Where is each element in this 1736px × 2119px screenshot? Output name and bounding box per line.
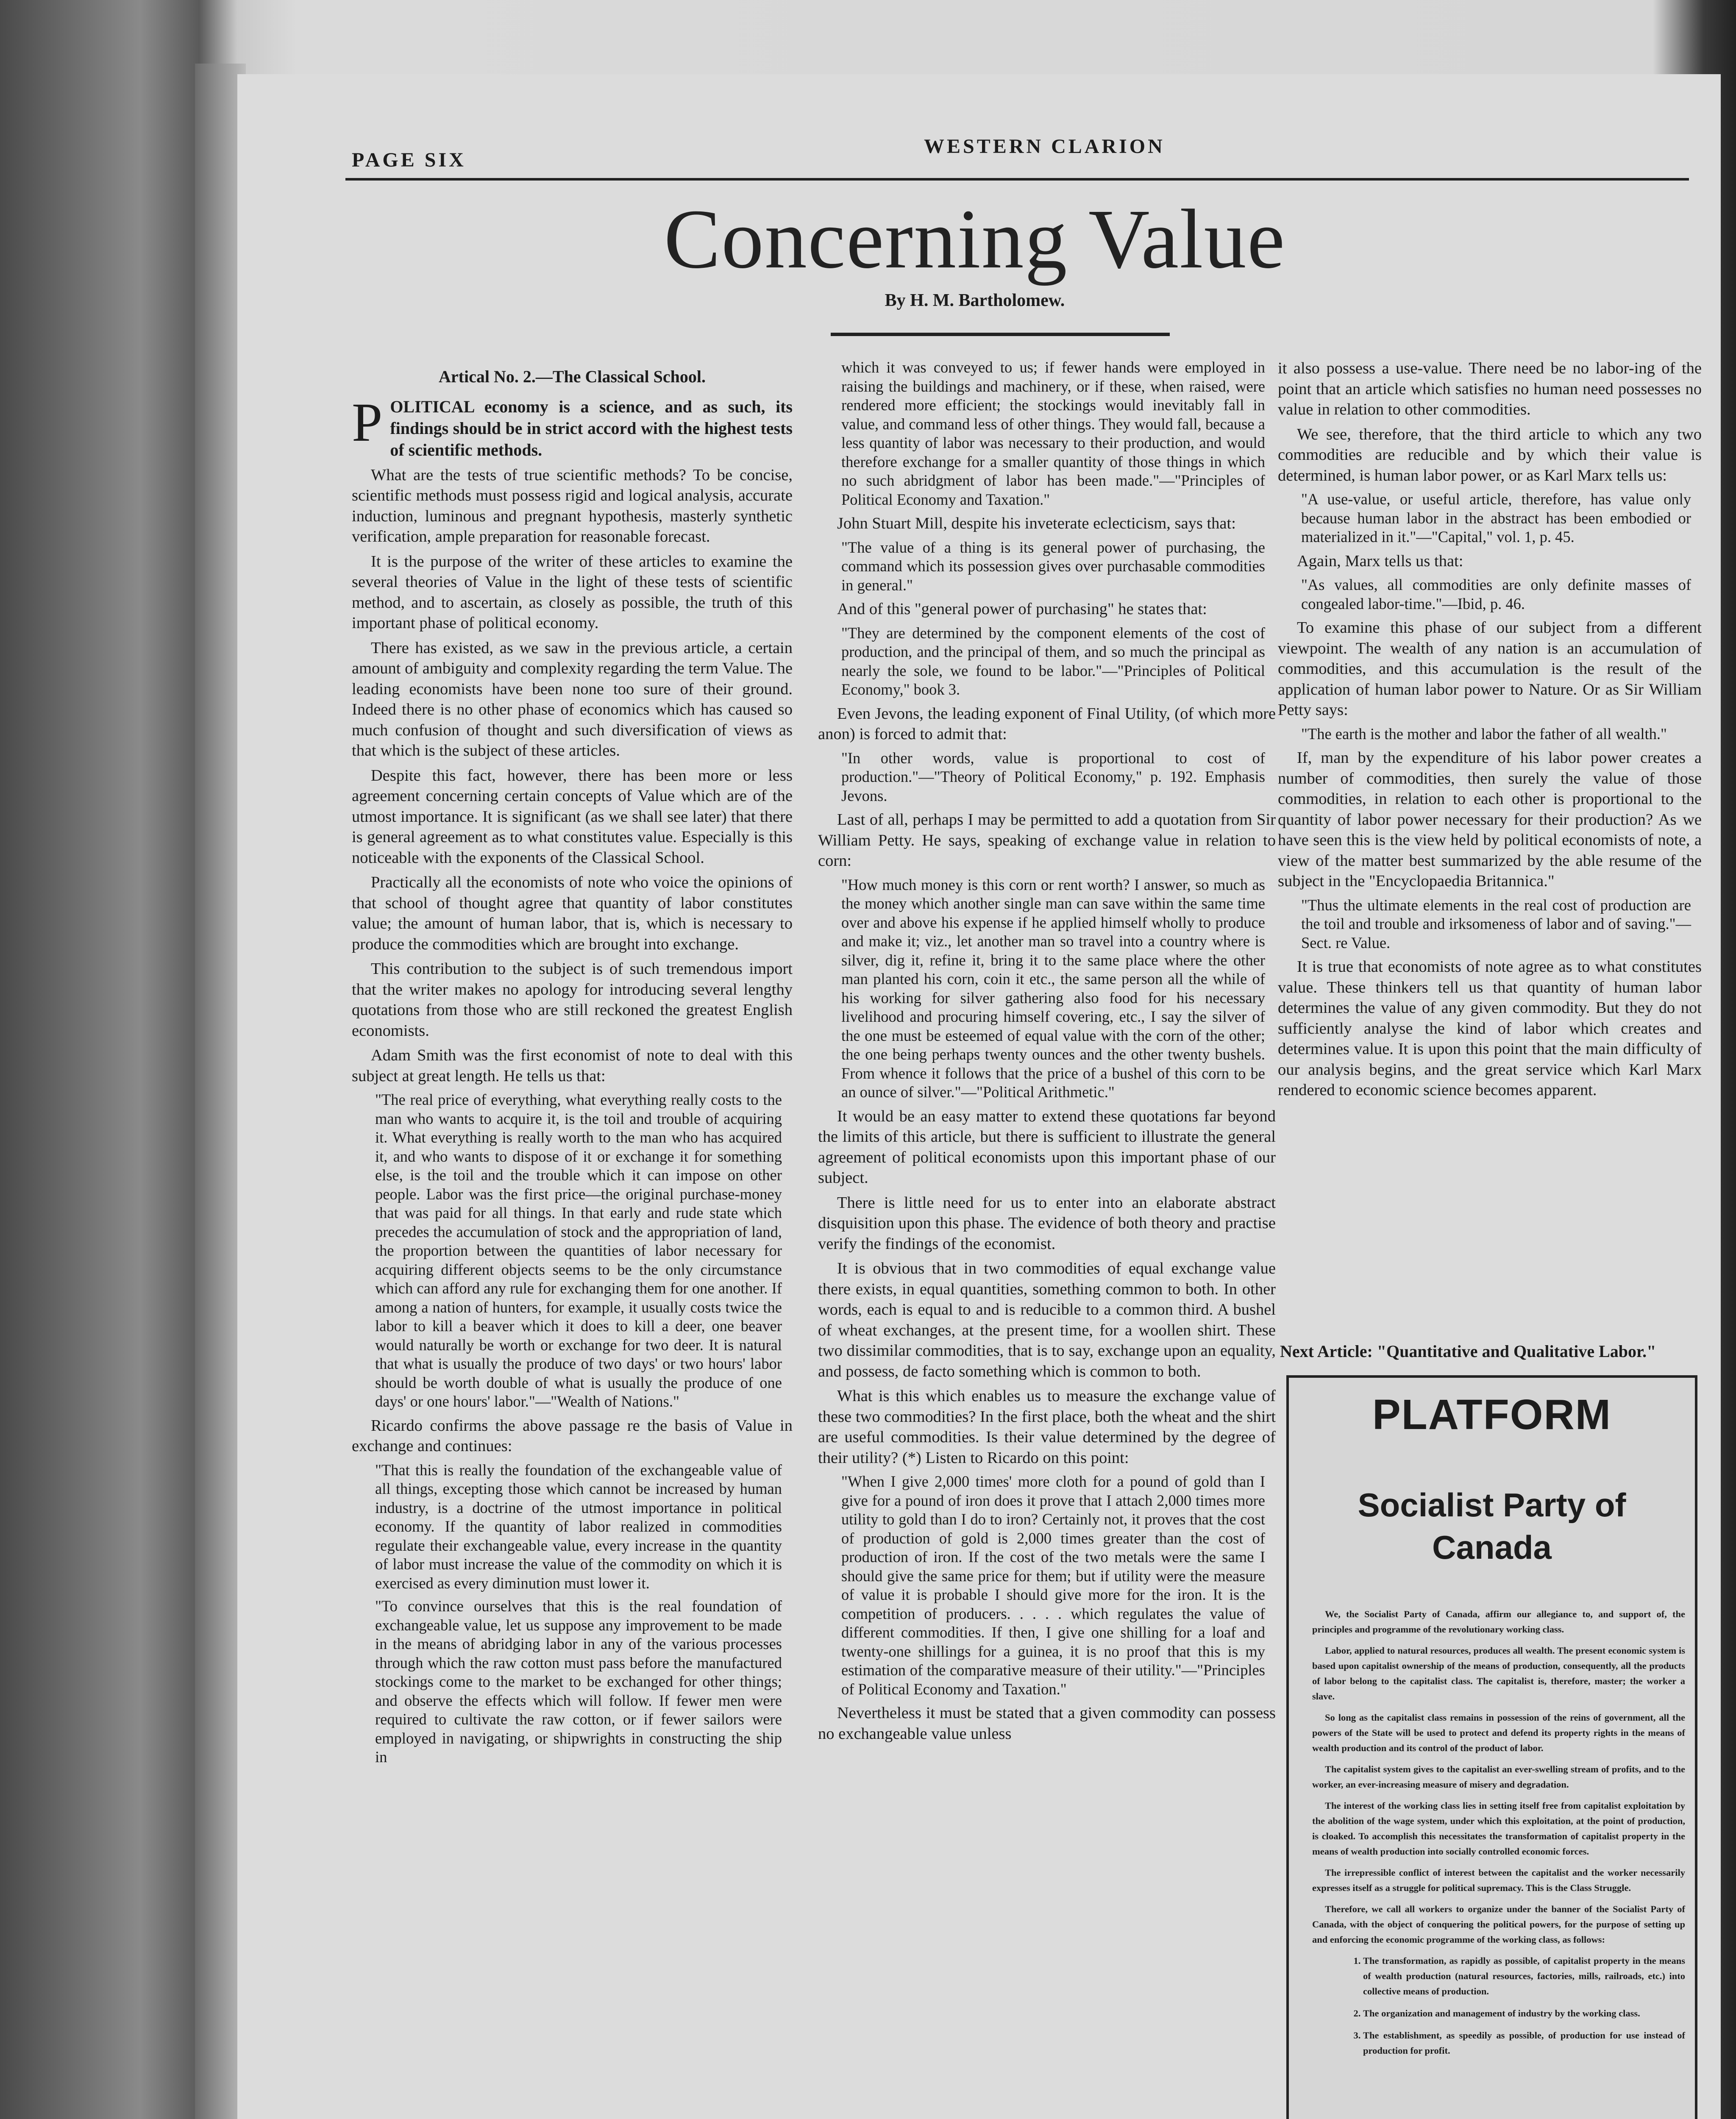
page-label: PAGE SIX bbox=[352, 149, 466, 171]
paragraph: What are the tests of true scientific methods? To be concise, scientific methods must possess rigid and logical analysis, accurate induction, luminous and pregnant hypothesis, masterly synthetic verification, ample preparation for reasonable forecast. bbox=[352, 466, 793, 545]
paragraph: Adam Smith was the first economist of note to deal with this subject at great length. He tells us that: bbox=[352, 1046, 793, 1085]
quotation: "As values, all commodities are only definite masses of congealed labor-time."—Ibid, p. 46. bbox=[1301, 576, 1691, 612]
paragraph: There is little need for us to enter into an elaborate abstract disquisition upon this phase. The evidence of both theory and practise verify the findings of the economist. bbox=[818, 1193, 1276, 1253]
drop-cap: P bbox=[352, 392, 383, 453]
platform-item: 1. The transformation, as rapidly as possible, of capitalist property in the means of wealth production (natural resources, factories, mills, railroads, etc.) into collective means of production. bbox=[1363, 1953, 1685, 1999]
column-1 bbox=[352, 367, 793, 1771]
platform-text bbox=[1312, 1607, 1685, 2065]
paragraph: Practically all the economists of note who voice the opinions of that school of thought agree that quantity of labor constitutes value; the amount of human labor, that is, which is necessary to produce the commodities which are brought into exchange. bbox=[352, 873, 793, 953]
paragraph: We see, therefore, that the third article to which any two commodities are reducible and by which their value is determined, is human labor power, or as Karl Marx tells us: bbox=[1278, 425, 1702, 484]
platform-item: 2. The organization and management of industry by the working class. bbox=[1363, 2006, 1685, 2021]
lead-text: OLITICAL economy is a science, and as such, its findings should be in strict accord with the highest tests of scientific methods. bbox=[390, 397, 793, 459]
next-article-note: Next Article: "Quantitative and Qualitative Labor." bbox=[1280, 1342, 1656, 1361]
platform-paragraph: We, the Socialist Party of Canada, affirm our allegiance to, and support of, the principles and programme of the revolutionary working class. bbox=[1312, 1609, 1685, 1635]
lead-paragraph bbox=[352, 392, 793, 461]
platform-paragraph: Labor, applied to natural resources, produces all wealth. The present economic system is based upon capitalist ownership of the means of production, consequently, all the products of labor belong to the capitalist class. The capitalist is, therefore, master; the worker a slave. bbox=[1312, 1645, 1685, 1702]
paragraph: It is the purpose of the writer of these articles to examine the several theories of Value in the light of these tests of scientific method, and to ascertain, as closely as possible, the truth of this important phase of political economy. bbox=[352, 552, 793, 632]
paragraph: And of this "general power of purchasing" he states that: bbox=[837, 600, 1207, 618]
quotation: "When I give 2,000 times' more cloth for a pound of gold than I give for a pound of iron does it prove that I attach 2,000 times more utility to gold than I do to iron? Certainly not, it proves that the cost of production of gold is 2,000 times greater than the cost of production of iron. If the cost of the two metals were the same I should give the same price for them; but if utility were the measure of value it is probable I should give more for the iron. It is the competition of producers. . . . . which regulates the value of different commodities. If then, I give one shilling for a loaf and twenty-one shillings for a guinea, it is no proof that this is my estimation of the comparative measure of their utility."—"Principles of Political Economy and Taxation." bbox=[841, 1473, 1265, 1698]
paragraph: If, man by the expenditure of his labor power creates a number of commodities, then surely the value of those commodities, in relation to each other is proportional to the quantity of labor power necessary for their production? As we have seen this is the view held by political economists of note, a view of the matter best summarized by the able resume of the subject in the "Encyclopaedia Britannica." bbox=[1278, 749, 1702, 890]
paragraph: Last of all, perhaps I may be permitted to add a quotation from Sir William Petty. He says, speaking of exchange value in relation to corn: bbox=[818, 811, 1276, 870]
column-2 bbox=[818, 358, 1276, 1748]
paragraph: To examine this phase of our subject from a different viewpoint. The wealth of any nation is an accumulation of commodities, and this accumulation is the result of the application of human labor power to Nature. Or as Sir William Petty says: bbox=[1278, 619, 1702, 719]
platform-paragraph: Therefore, we call all workers to organize under the banner of the Socialist Party of Canada, with the object of conquering the political powers, for the purpose of setting up and enforcing the economic programme of the working class, as follows: bbox=[1312, 1904, 1685, 1945]
quotation: "The value of a thing is its general power of purchasing, the command which its possession gives over purchasable commodities in general." bbox=[841, 538, 1265, 594]
header-rule bbox=[345, 178, 1689, 181]
paragraph: What is this which enables us to measure the exchange value of these two commodities? In the first place, both the wheat and the shirt are useful commodities. Is their value determined by the degree of their utility? (*) Listen to Ricardo on this point: bbox=[818, 1387, 1276, 1467]
paragraph: Ricardo confirms the above passage re the basis of Value in exchange and continues: bbox=[352, 1416, 793, 1455]
column-2-body bbox=[818, 358, 1276, 1744]
quotation: "The real price of everything, what everything really costs to the man who wants to acquire it, is the toil and trouble of acquiring it. What everything is really worth to the man who has acquired it, and who wants to dispose of it or exchange it for something else, is the toil and the trouble which it can impose on other people. Labor was the first price—the original purchase-money that was paid for all things. In that early and rude state which precedes the accumulation of stock and the appropriation of land, the proportion between the quantities of labor necessary for acquiring different objects seems to be the only circumstance which can afford any rule for exchanging them for one another. If among a nation of hunters, for example, it usually costs twice the labor to kill a beaver which it does to kill a deer, one beaver would naturally be worth or exchange for two deer. It is natural that what is usually the produce of two days' or two hours' labor should be worth double of what is usually the produce of one days' or one hours' labor."—"Wealth of Nations." bbox=[375, 1091, 782, 1410]
platform-paragraph: The irrepressible conflict of interest between the capitalist and the worker necessarily expresses itself as a struggle for political supremacy. This is the Class Struggle. bbox=[1312, 1867, 1685, 1893]
article-title: Concerning Value bbox=[664, 192, 1286, 286]
platform-subtitle-line2: Canada bbox=[1432, 1529, 1552, 1566]
paragraph: There has existed, as we saw in the previous article, a certain amount of ambiguity and complexity regarding the term Value. The leading economists have been none too sure of their ground. Indeed there is no other phase of economics which has caused so much confusion of thought and such diversification of views as that which is the subject of these articles. bbox=[352, 639, 793, 759]
paragraph: Even Jevons, the leading exponent of Final Utility, (of which more anon) is forced to admit that: bbox=[818, 704, 1276, 743]
platform-paragraph: The capitalist system gives to the capitalist an ever-swelling stream of profits, and to the worker, an ever-increasing measure of misery and degradation. bbox=[1312, 1764, 1685, 1790]
paragraph: It would be an easy matter to extend these quotations far beyond the limits of this article, but there is sufficient to illustrate the general agreement of political economists upon this important phase of our subject. bbox=[818, 1107, 1276, 1187]
platform-subtitle-line1: Socialist Party of bbox=[1358, 1486, 1626, 1524]
platform-item: 3. The establishment, as speedily as possible, of production for use instead of production for profit. bbox=[1363, 2028, 1685, 2058]
platform-paragraph: So long as the capitalist class remains in possession of the reins of government, all the powers of the State will be used to protect and defend its property rights in the means of wealth production and its control of the product of labor. bbox=[1312, 1712, 1685, 1753]
title-rule bbox=[831, 333, 1170, 336]
platform-list bbox=[1312, 1953, 1685, 2058]
quotation: "In other words, value is proportional to cost of production."—"Theory of Political Economy," p. 192. Emphasis Jevons. bbox=[841, 749, 1265, 804]
paragraph: John Stuart Mill, despite his inveterate eclecticism, says that: bbox=[837, 514, 1236, 532]
platform-title: PLATFORM bbox=[1372, 1391, 1612, 1438]
quotation: "Thus the ultimate elements in the real cost of production are the toil and trouble and irksomeness of labor and of saving."—Sect. re Value. bbox=[1301, 896, 1691, 951]
platform-paragraph: The interest of the working class lies in setting itself free from capitalist exploitation by the abolition of the wage system, under which this exploitation, at the point of production, is cloaked. To accomplish this necessitates the transformation of capitalist property in the means of wealth production into socially controlled economic forces. bbox=[1312, 1800, 1685, 1857]
quotation: which it was conveyed to us; if fewer hands were employed in raising the buildings and machinery, or if these, when raised, were rendered more efficient; the stockings would inevitably fall in value, and command less of other things. They would fall, because a less quantity of labor was necessary to their production, and would therefore exchange for a smaller quantity of those things in which no such abridgment of labor has been made."—"Principles of Political Economy and Taxation." bbox=[841, 359, 1265, 508]
column-1-body bbox=[352, 465, 793, 1767]
publication-name: WESTERN CLARION bbox=[924, 135, 1165, 158]
quotation: "The earth is the mother and labor the father of all wealth." bbox=[1301, 725, 1667, 742]
quotation: "They are determined by the component elements of the cost of production, and the principal of them, and so much the principal as nearly the sole, we found to be labor."—"Principles of Political Economy," book 3. bbox=[841, 624, 1265, 698]
paragraph: This contribution to the subject is of such tremendous import that the writer makes no apology for introducing several lengthy quotations from those who are still reckoned the greatest English economists. bbox=[352, 960, 793, 1040]
column-3 bbox=[1278, 358, 1702, 1105]
article-subtitle: Artical No. 2.—The Classical School. bbox=[439, 367, 706, 386]
column-3-body bbox=[1278, 358, 1702, 1101]
article-byline: By H. M. Bartholomew. bbox=[885, 291, 1065, 310]
paragraph: It is true that economists of note agree as to what constitutes value. These thinkers tell us that quantity of human labor determines the value of any given commodity. But they do not sufficiently analyse the kind of labor which creates and determines value. It is upon this point that the main difficulty of our analysis begins, and the great service which Karl Marx rendered to economic science becomes apparent. bbox=[1278, 958, 1702, 1099]
quotation: "That this is really the foundation of the exchangeable value of all things, excepting those which cannot be increased by human industry, is a doctrine of the utmost importance in political economy. If the quantity of labor realized in commodities regulate their exchangeable value, every increase in the quantity of labor must increase the value of the commodity on which it is exercised as every diminution must lower it. bbox=[375, 1461, 782, 1592]
quotation: "How much money is this corn or rent worth? I answer, so much as the money which another single man can save within the same time over and above his expense if he applied himself wholly to produce and make it; viz., let another man so travel into a country where is silver, dig it, refine it, bring it to the same place where the other man planted his corn, coin it etc., the same person all the while of his working for silver gathering also food for his necessary livelihood and procuring himself covering, etc., I say the silver of the one must be esteemed of equal value with the corn of the other; the one being perhaps twenty ounces and the other twenty bushels. From whence it follows that the price of a bushel of this corn to be an ounce of silver."—"Political Arithmetic." bbox=[841, 876, 1265, 1101]
paragraph: Again, Marx tells us that: bbox=[1297, 552, 1463, 570]
quotation: "To convince ourselves that this is the real foundation of exchangeable value, let us suppose any improvement to be made in the means of abridging labor in any of the various processes through which the raw cotton must pass before the manufactured stockings come to the market to be exchanged for other things; and observe the effects which will follow. If fewer men were required to cultivate the raw cotton, or if fewer sailors were employed in navigating, or shipwrights in constructing the ship in bbox=[375, 1597, 782, 1766]
platform-box bbox=[1286, 1375, 1697, 2119]
paragraph: it also possess a use-value. There need be no labor-ing of the point that an article which satisfies no human need possesses no value in relation to other commodities. bbox=[1278, 359, 1702, 418]
paragraph: It is obvious that in two commodities of equal exchange value there exists, in equal quantities, something common to both. In other words, each is equal to and is reducible to a common third. A bushel of wheat exchanges, at the present time, for a woollen shirt. These two dissimilar commodities, that is to say, exchange upon an equality, and possess, de facto something which is common to both. bbox=[818, 1260, 1276, 1380]
quotation: "A use-value, or useful article, therefore, has value only because human labor in the abstract has been embodied or materialized in it."—"Capital," vol. 1, p. 45. bbox=[1301, 490, 1691, 545]
paragraph: Nevertheless it must be stated that a given commodity can possess no exchangeable value unless bbox=[818, 1704, 1276, 1743]
platform-paragraphs bbox=[1312, 1607, 1685, 1947]
paragraph: Despite this fact, however, there has been more or less agreement concerning certain concepts of Value which are of the utmost importance. It is significant (as we shall see later) that there is general agreement as to what constitutes value. Especially is this noticeable with the exponents of the Classical School. bbox=[352, 766, 793, 867]
